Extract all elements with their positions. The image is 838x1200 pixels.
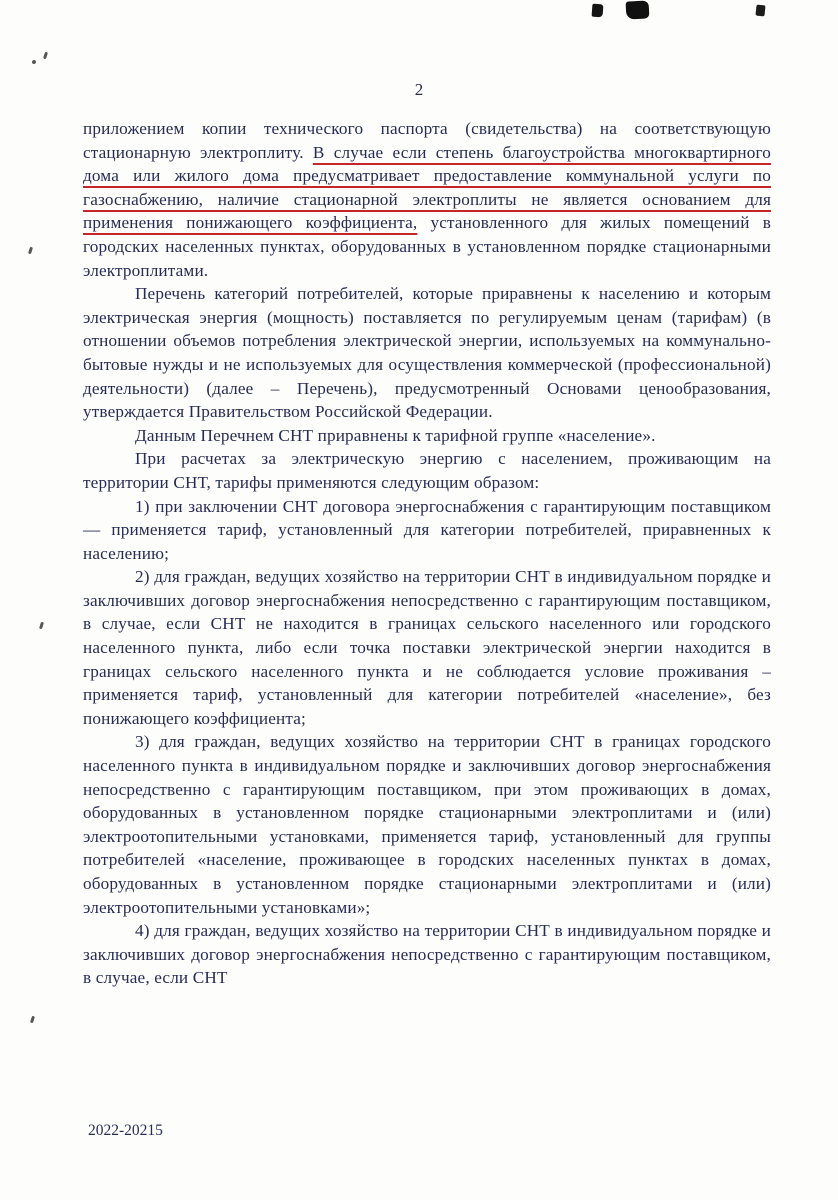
scan-artifact	[755, 5, 765, 17]
scan-mark	[31, 59, 36, 64]
paragraph	[83, 495, 771, 566]
text-segment: При расчетах за электрическую энергию с населением, проживающим на территории СНТ, тарифы применяются следующим образом:	[83, 449, 771, 492]
page-number: 2	[414, 80, 424, 99]
text-segment: 2) для граждан, ведущих хозяйство на территории СНТ в индивидуальном порядке и заключивших договор энергоснабжения непосредственно с гарантирующим поставщиком, в случае, если СНТ не находится в границах сельского населенного или городского населенного пункта, либо если точка поставки электрической энергии находится в границах сельского населенного пункта и не соблюдается условие проживания – применяется тариф, установленный для категории потребителей «население», без понижающего коэффициента;	[83, 567, 771, 728]
paragraph	[83, 447, 771, 494]
scan-mark	[39, 622, 44, 630]
text-segment: 1) при заключении СНТ договора энергоснабжения с гарантирующим поставщиком — применяется тариф, установленный для категории потребителей, приравненных к населению;	[83, 496, 771, 563]
paragraph	[83, 117, 771, 282]
paragraph	[83, 730, 771, 919]
text-segment: 4) для граждан, ведущих хозяйство на территории СНТ в индивидуальном порядке и заключивших договор энергоснабжения непосредственно с гарантирующим поставщиком, в случае, если СНТ	[83, 921, 771, 988]
document-body	[83, 117, 771, 990]
text-segment: 3) для граждан, ведущих хозяйство на территории СНТ в границах городского населенного пункта в индивидуальном порядке и заключивших договор энергоснабжения непосредственно с гарантирующим поставщиком, при этом проживающих в домах, оборудованных в установленном порядке стационарными электроплитами и (или) электроотопительными установками, применяется тариф, установленный для группы потребителей «население, проживающее в городских населенных пунктах в домах, оборудованных в установленном порядке стационарными электроплитами и (или) электроотопительными установками»;	[83, 732, 771, 917]
scan-artifact	[592, 4, 604, 18]
scan-mark	[30, 1016, 35, 1024]
red-underlined-text: В случае если степень благоустройства многоквартирного дома или жилого дома предусматривает предоставление коммунальной услуги по газоснабжению, наличие стационарной электроплиты не является основанием для применения понижающего коэффициента,	[83, 142, 771, 233]
text-segment: Перечень категорий потребителей, которые приравнены к населению и которым электрическая энергия (мощность) поставляется по регулируемым ценам (тарифам) (в отношении объемов потребления электрической энергии, используемых на коммунально-бытовые нужды и не используемых для осуществления коммерческой (профессиональной) деятельности) (далее – Перечень), предусмотренный Основами ценообразования, утверждается Правительством Российской Федерации.	[83, 284, 771, 422]
text-segment: приложением копии технического паспорта (свидетельства) на соответствующую стационарную электроплиту.	[83, 119, 771, 162]
scan-artifact	[626, 0, 650, 19]
scan-mark	[43, 52, 48, 60]
text-segment: Данным Перечнем СНТ приравнены к тарифной группе «население».	[135, 425, 656, 445]
paragraph	[83, 424, 771, 448]
text-segment: установленного для жилых помещений в городских населенных пунктах, оборудованных в установленном порядке стационарными электроплитами.	[83, 213, 771, 280]
paragraph	[83, 282, 771, 424]
paragraph	[83, 565, 771, 730]
paragraph	[83, 919, 771, 990]
scan-mark	[28, 247, 33, 255]
document-footer-code: 2022-20215	[88, 1122, 163, 1139]
